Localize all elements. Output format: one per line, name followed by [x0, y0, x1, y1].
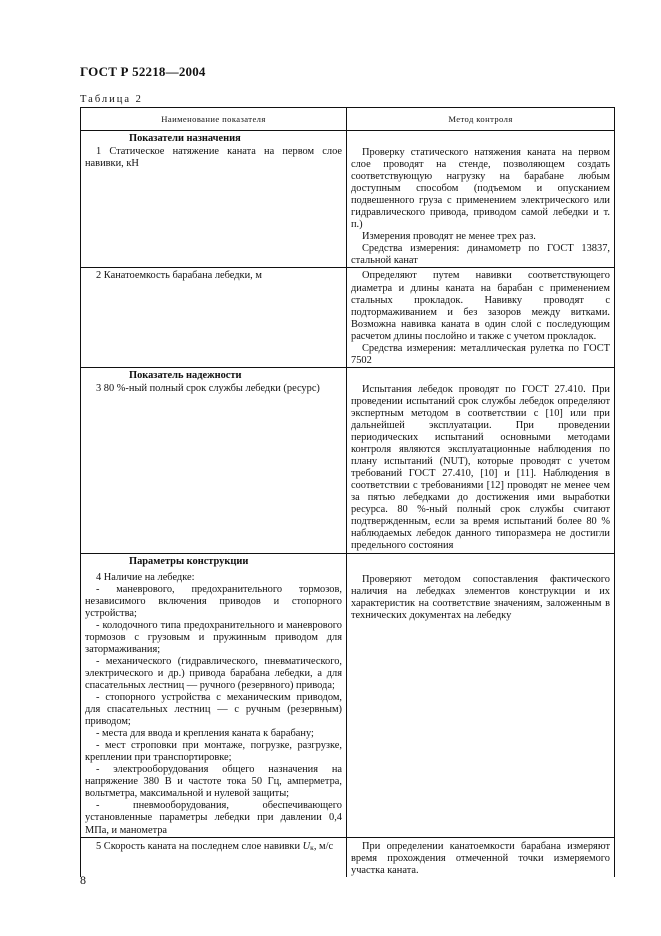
indicator-name-cell [81, 553, 347, 837]
method-3-paragraph: Испытания лебедок проводят по ГОСТ 27.410. При проведении испытаний срок службы лебедок определяют экспертным методом в соответствии с [10] или при дальнейшей эксплуатации. При проведении периодических испытаний основными методами контроля являются эксплуатационные наблюдения по плану испытаний (NUT), которые проводят с учетом требований ГОСТ 27.410, [10] и [11]. Наблюдения в соответствии с требованиями [12] проводят не менее чем за пятью лебедками до достижения ими выработки ресурса. 80 %-ный полный срок службы считают подтвержденным, если за время испытаний более 80 % наблюдаемых лебедок данного типоразмера не достигли предельного состояния [351, 383, 610, 552]
equipment-item: - мест строповки при монтаже, погрузке, разгрузке, креплении при транспортировке; [85, 740, 342, 764]
table-row [81, 268, 615, 367]
section-heading-reliability: Показатель надежности [129, 369, 242, 381]
method-4-paragraph: Проверяют методом сопоставления фактического наличия на лебедках элементов конструкции и их характеристик на соответствие значениям, заложенным в технических документах на лебедку [351, 573, 610, 621]
indicator-name-cell [81, 268, 347, 367]
control-method-cell [347, 837, 615, 877]
velocity-symbol: U [302, 840, 311, 852]
table-header-row [81, 108, 615, 131]
indicator-name-4: 4 Наличие на лебедке: [96, 571, 195, 583]
method-5-paragraph: При определении канатоемкости барабана измеряют время прохождения отмеченной точки измеряемого участка каната. [351, 840, 610, 876]
equipment-item: - колодочного типа предохранительного и маневрового тормозов с грузовым и пружинным приводом для затормаживания; [85, 619, 342, 655]
indicator-name-5 [85, 841, 342, 853]
indicator-name-cell [81, 367, 347, 553]
indicator-name-3: 3 80 %-ный полный срок службы лебедки (ресурс) [96, 382, 320, 394]
indicator-name-5-prefix: 5 Скорость каната на последнем слое навивки [96, 840, 303, 852]
equipment-item: - маневрового, предохранительного тормозов, независимого включения приводов и стопорного устройства; [85, 583, 342, 619]
method-1-paragraph-2: Измерения проводят не менее трех раз. [362, 231, 536, 243]
equipment-item: - стопорного устройства с механическим приводом, для спасательных лестниц — с ручным (резервным) приводом; [85, 692, 342, 728]
table-caption: Таблица 2 [80, 94, 143, 105]
control-method-cell [347, 131, 615, 268]
control-method-cell [347, 268, 615, 367]
method-1-paragraph-1: Проверку статического натяжения каната на первом слое проводят на стенде, позволяющем создать соответствующую нагрузку на барабане любым доступным способом (подъемом и опусканием подвешенного груза с применением электрического или гидравлического привода, приводом самой лебедки и т. п.) [351, 147, 610, 231]
table-row [81, 837, 615, 877]
method-2-paragraph-2: Средства измерения: металлическая рулетка по ГОСТ 7502 [351, 342, 610, 366]
method-2-paragraph-1: Определяют путем навивки соответствующего диаметра и длины каната на барабан с применением стальных прокладок. Навивку проводят с подтормаживанием и без зазоров между витками. Возможна навивка каната в один слой с последующим расчетом длины послойно и также с учетом прокладок. [351, 270, 610, 342]
table-row [81, 367, 615, 553]
header-control-method: Метод контроля [347, 108, 615, 131]
method-1-paragraph-3: Средства измерения: динамометр по ГОСТ 13837, стальной канат [351, 243, 610, 267]
control-method-cell [347, 553, 615, 837]
equipment-item: - электрооборудования общего назначения на напряжение 380 В и частоте тока 50 Гц, амперметра, вольтметра, максимальной и нулевой защиты; [85, 764, 342, 800]
equipment-item: - места для ввода и крепления каната к барабану; [96, 728, 314, 740]
table-row [81, 131, 615, 268]
indicator-name-1: 1 Статическое натяжение каната на первом слое навивки, кН [85, 146, 342, 170]
page-number: 8 [80, 873, 86, 887]
section-heading-construction: Параметры конструкции [129, 555, 249, 567]
indicator-name-2: 2 Канатоемкость барабана лебедки, м [96, 270, 262, 282]
header-indicator-name: Наименование показателя [81, 108, 347, 131]
control-method-cell [347, 367, 615, 553]
equipment-item: - механического (гидравлического, пневматического, электрического и др.) привода барабана лебедки, а для спасательных лестниц — ручного (резервного) привода; [85, 655, 342, 691]
equipment-item: - пневмооборудования, обеспечивающего установленные параметры лебедки при давлении 0,4 МПа, и манометра [85, 800, 342, 836]
table-row [81, 553, 615, 837]
indicator-name-cell [81, 131, 347, 268]
document-code: ГОСТ Р 52218—2004 [80, 64, 206, 79]
indicator-name-5-suffix: , м/с [313, 840, 334, 852]
section-heading-purpose: Показатели назначения [129, 133, 241, 144]
indicator-name-cell [81, 837, 347, 877]
indicator-table [80, 107, 615, 877]
velocity-subscript: к [310, 842, 314, 852]
